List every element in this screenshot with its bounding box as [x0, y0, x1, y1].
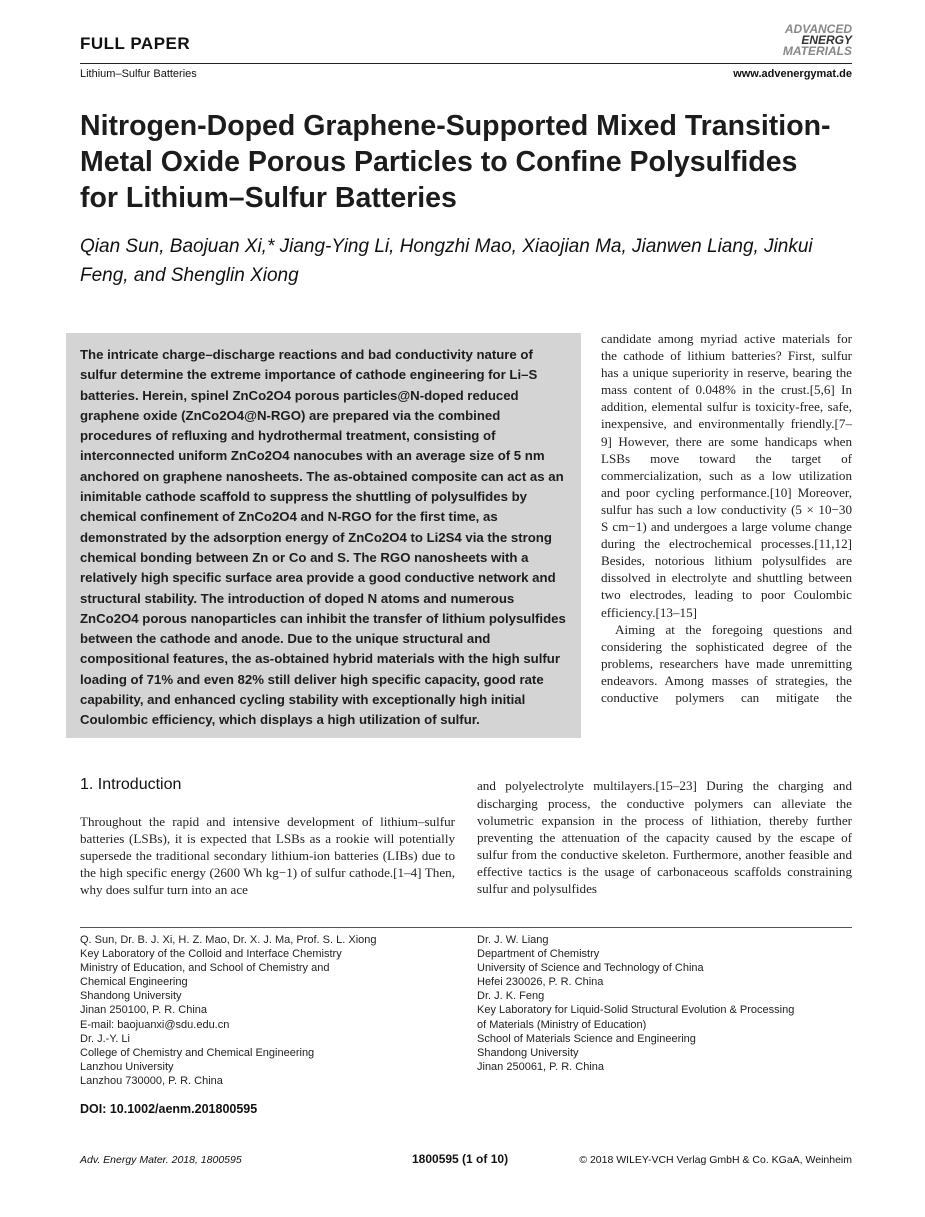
footer-citation: Adv. Energy Mater. 2018, 1800595	[80, 1154, 242, 1166]
affiliation-line: Lanzhou 730000, P. R. China	[80, 1074, 223, 1087]
category-label: Lithium–Sulfur Batteries	[80, 68, 197, 80]
logo-line-1: ADVANCED	[784, 22, 852, 36]
affiliation-line: Dr. J. W. Liang	[477, 934, 549, 946]
affiliation-line: Dr. J.-Y. Li	[80, 1032, 130, 1045]
affiliation-line: Jinan 250100, P. R. China	[80, 1004, 207, 1017]
author-list: Qian Sun, Baojuan Xi,* Jiang-Ying Li, Hongzhi Mao, Xiaojian Ma, Jianwen Liang, Jinkui Feng, and Shenglin Xiong	[80, 236, 813, 286]
affiliation-line: Lanzhou University	[80, 1060, 174, 1073]
affiliation-line: Ministry of Education, and School of Chemistry and	[80, 962, 330, 975]
affiliation-line: Shandong University	[80, 990, 182, 1003]
affiliation-line: Key Laboratory for Liquid-Solid Structural Evolution & Processing	[477, 1004, 795, 1017]
affiliation-line: Dr. J. K. Feng	[477, 990, 545, 1003]
logo-line-2: ENERGY	[801, 33, 852, 47]
affiliation-line: Hefei 230026, P. R. China	[477, 976, 604, 989]
affiliation-line: Shandong University	[477, 1046, 579, 1059]
affiliation-line: Key Laboratory of the Colloid and Interface Chemistry	[80, 948, 342, 961]
affiliation-line: Department of Chemistry	[477, 948, 600, 961]
affiliation-line: Chemical Engineering	[80, 976, 188, 989]
journal-website-link[interactable]: www.advenergymat.de	[733, 68, 852, 80]
logo-line-3: MATERIALS	[782, 44, 852, 58]
affiliation-rule	[80, 927, 852, 928]
journal-logo	[768, 24, 852, 57]
body-paragraph-continued: and polyelectrolyte multilayers.[15–23] During the charging and discharging process, the conductive polymers can alleviate the volumetric expansion in the process of lithiation, thereby further preventing the attenuation of the capacity caused by the escape of sulfur from the conductive skeleton. Furthermore, another feasible and effective tactics is the usage of carbonaceous scaffolds constraining sulfur and polysulfides	[477, 778, 852, 896]
affiliation-line: Q. Sun, Dr. B. J. Xi, H. Z. Mao, Dr. X. J. Ma, Prof. S. L. Xiong	[80, 934, 377, 946]
body-paragraph: Aiming at the foregoing questions and considering the sophisticated degree of the problems, researchers have made unremitting endeavors. Among masses of strategies, the conductive polymers can mitigate the	[601, 621, 852, 705]
footer-page-number: 1800595 (1 of 10)	[412, 1152, 509, 1166]
right-column-bottom	[477, 777, 852, 896]
footer-copyright: © 2018 WILEY-VCH Verlag GmbH & Co. KGaA, Weinheim	[579, 1154, 852, 1166]
paper-title: Nitrogen-Doped Graphene-Supported Mixed Transition-Metal Oxide Porous Particles to Confine Polysulfides for Lithium–Sulfur Batteries	[80, 110, 831, 214]
abstract-text: The intricate charge–discharge reactions and bad conductivity nature of sulfur determine the extreme importance of cathode engineering for Li–S batteries. Herein, spinel ZnCo2O4 porous particles@N-doped reduced graphene oxide (ZnCo2O4@N-RGO) are prepared via the combined procedures of refluxing and hydrothermal treatment, consisting of interconnected uniform ZnCo2O4 nanocubes with an average size of 5 nm anchored on graphene nanosheets. The as-obtained composite can act as an inimitable cathode scaffold to suppress the shuttling of polysulfides by chemical confinement of ZnCo2O4 and N-RGO for the first time, as demonstrated by the adsorption energy of ZnCo2O4 to Li2S4 via the strong chemical bonding between Zn or Co and S. The RGO nanosheets with a relatively high specific surface area provide a good conductive network and structural stability. The introduction of doped N atoms and numerous ZnCo2O4 porous nanoparticles can inhibit the transfer of lithium polysulfides between the cathode and anode. Due to the unique structural and compositional features, the as-obtained hybrid materials with the high sulfur loading of 71% and even 82% still deliver high specific capacity, good rate capability, and enhanced cycling stability with exceptionally high initial Coulombic efficiency, which displays a high utilization of sulfur.	[80, 347, 566, 728]
affiliations-right	[477, 933, 857, 1074]
header-rule	[80, 63, 852, 64]
body-paragraph: Throughout the rapid and intensive development of lithium–sulfur batteries (LSBs), it is expected that LSBs as a rookie will potentially supersede the traditional secondary lithium-ion batteries (LIBs) due to the high specific energy (2600 Wh kg−1) of sulfur cathode.[1–4] Then, why does sulfur turn into an ace	[80, 814, 455, 898]
left-column	[80, 813, 455, 898]
affiliation-line: College of Chemistry and Chemical Engineering	[80, 1046, 315, 1059]
body-paragraph: candidate among myriad active materials for the cathode of lithium batteries? First, sulfur has a unique superiority in reserve, bearing the mass content of 0.048% in the crust.[5,6] In addition, elemental sulfur is toxicity-free, safe, inexpensive, and environmentally friendly.[7–9] However, there are some handicaps when LSBs move toward the target of commercialization, such as a low utilization and poor cycling performance.[10] Moreover, sulfur has such a low conductivity (5 × 10−30 S cm−1) and undergoes a large volume change during the electrochemical processes.[11,12] Besides, notorious lithium polysulfides are dissolved in electrolyte and shuttling between two electrodes, leading to poor Coulombic efficiency.[13–15]	[601, 331, 852, 620]
email-link[interactable]: E-mail: baojuanxi@sdu.edu.cn	[80, 1018, 230, 1031]
right-column-top	[601, 330, 852, 706]
section-label: FULL PAPER	[80, 34, 191, 53]
affiliation-line: Jinan 250061, P. R. China	[477, 1060, 604, 1073]
affiliation-line: University of Science and Technology of China	[477, 962, 704, 975]
affiliation-line: of Materials (Ministry of Education)	[477, 1018, 647, 1031]
affiliations-left	[80, 933, 460, 1088]
affiliation-line: School of Materials Science and Engineering	[477, 1032, 696, 1045]
section-heading: 1. Introduction	[80, 776, 182, 793]
doi-link[interactable]: DOI: 10.1002/aenm.201800595	[80, 1102, 258, 1116]
